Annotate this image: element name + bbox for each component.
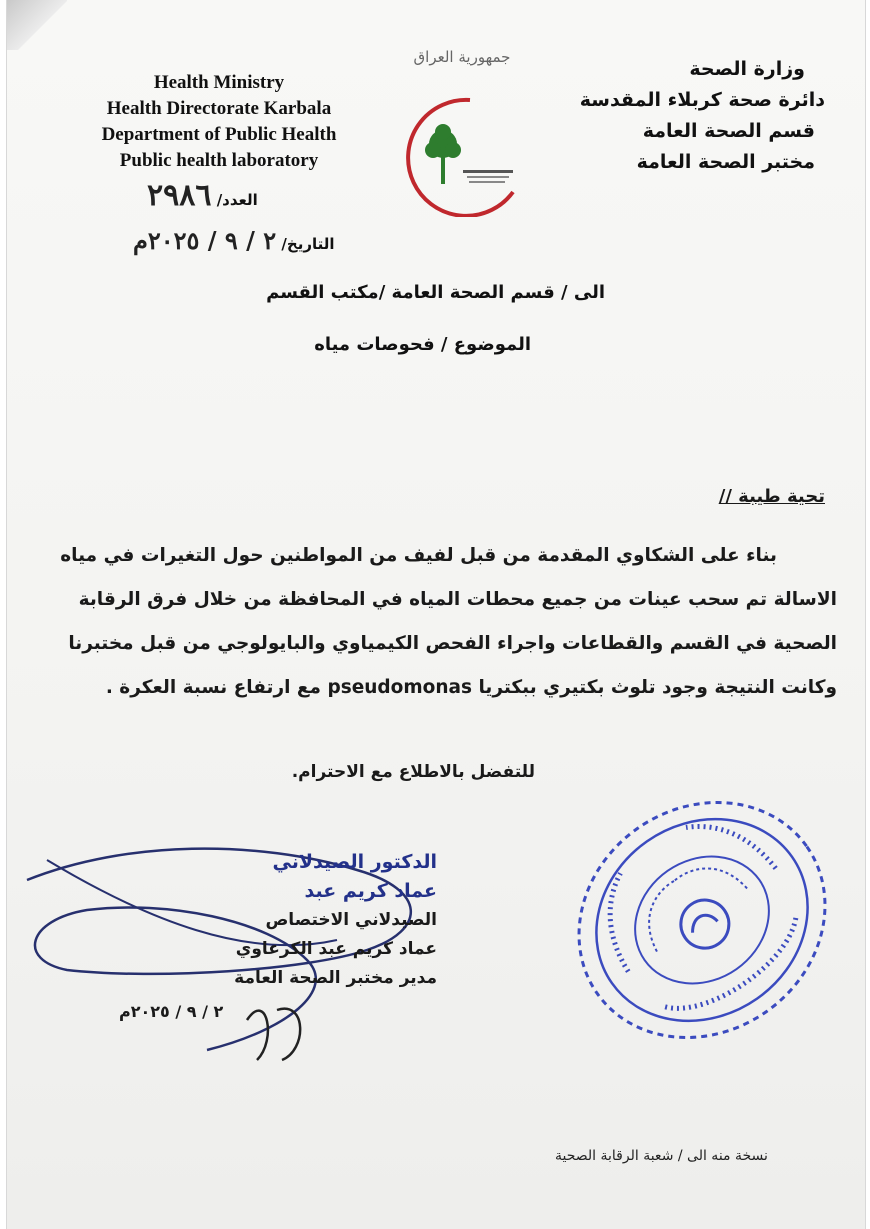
reference-date <box>133 226 335 255</box>
recipient-line: الى / قسم الصحة العامة /مكتب القسم <box>266 282 605 303</box>
body-line: الاسالة تم سحب عينات من جميع محطات المياه في المحافظة من خلال فرق الرقابة <box>78 589 837 610</box>
page-corner-fold <box>7 0 67 50</box>
signer-stamp-line: الدكتور الصيدلاني <box>272 851 437 873</box>
body-line: الصحية في القسم والقطاعات واجراء الفحص الكيمياوي والبايولوجي من قبل مختبرنا <box>68 633 837 654</box>
signer-title: مدير مختبر الصحة العامة <box>234 968 437 988</box>
republic-title: جمهورية العراق <box>413 48 511 66</box>
greeting: تحية طيبة // <box>718 486 825 507</box>
english-letterhead <box>59 70 379 174</box>
ministry-name-en: Health Ministry <box>153 72 285 93</box>
signer-stamp-line: عماد كريم عبد <box>304 880 437 902</box>
body-line: بناء على الشكاوي المقدمة من قبل لفيف من المواطنين حول التغيرات في مياه <box>60 545 777 566</box>
department-name-en: Department of Public Health <box>101 124 337 145</box>
letter-page <box>6 0 866 1229</box>
reference-date-label: التاريخ/ <box>281 235 335 253</box>
signature-block <box>97 848 437 993</box>
ministry-logo-icon <box>395 92 535 217</box>
reference-number <box>147 178 258 213</box>
ministry-name-ar: وزارة الصحة <box>689 58 805 80</box>
reference-date-value: ٢ / ٩ / ٢٠٢٥م <box>133 226 277 255</box>
lab-name-en: Public health laboratory <box>119 150 319 171</box>
reference-number-label: العدد/ <box>216 191 258 209</box>
directorate-name-ar: دائرة صحة كربلاء المقدسة <box>579 89 825 111</box>
closing-line: للتفضل بالاطلاع مع الاحترام. <box>291 762 535 782</box>
lab-name-ar: مختبر الصحة العامة <box>636 151 815 173</box>
copy-to-line: نسخة منه الى / شعبة الرقابة الصحية <box>555 1148 768 1164</box>
arabic-letterhead <box>525 54 825 178</box>
directorate-name-en: Health Directorate Karbala <box>106 98 332 119</box>
signer-stamp-line: الصيدلاني الاختصاص <box>265 910 437 930</box>
department-name-ar: قسم الصحة العامة <box>642 120 815 142</box>
subject-line: الموضوع / فحوصات مياه <box>314 334 531 355</box>
body-line: وكانت النتيجة وجود تلوث بكتيري ببكتريا pseudomonas مع ارتفاع نسبة العكرة . <box>105 677 837 698</box>
letter-body <box>37 534 837 710</box>
signature-date: ٢ / ٩ / ٢٠٢٥م <box>119 1002 224 1021</box>
official-stamp-icon <box>552 790 852 1050</box>
signer-name: عماد كريم عبد الكرعاوي <box>235 939 437 959</box>
reference-number-value: ٢٩٨٦ <box>147 178 212 213</box>
